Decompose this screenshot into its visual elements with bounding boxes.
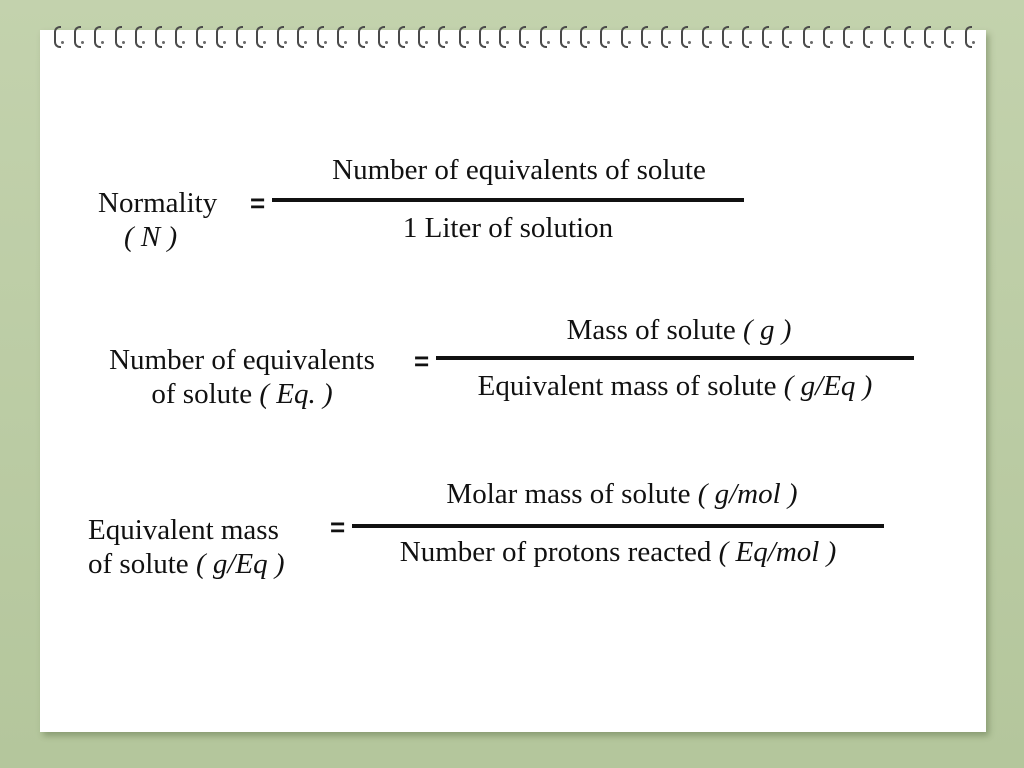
equivalent-mass-denominator-unit: ( Eq/mol ) [718,536,837,568]
normality-label: Normality [98,187,218,219]
spiral-ring [580,26,587,48]
spiral-ring [277,26,284,48]
spiral-ring [540,26,547,48]
spiral-ring [803,26,810,48]
spiral-ring [499,26,506,48]
spiral-ring [641,26,648,48]
spiral-ring [863,26,870,48]
spiral-ring [418,26,425,48]
spiral-ring [843,26,850,48]
equivalents-numerator: Mass of solute ( g ) [566,314,792,346]
equivalent-mass-numerator: Molar mass of solute ( g/mol ) [446,478,798,510]
spiral-ring [54,26,61,48]
spiral-ring [196,26,203,48]
equivalents-unit: ( Eq. ) [259,378,333,410]
spiral-binding-icon [40,22,986,52]
spiral-ring [216,26,223,48]
equivalents-lhs [92,343,392,411]
spiral-ring [378,26,385,48]
equivalent-mass-fraction-bar [352,524,884,528]
normality-denominator: 1 Liter of solution [402,212,614,244]
spiral-ring [519,26,526,48]
normality-numerator: Number of equivalents of solute [332,154,706,186]
spiral-ring [560,26,567,48]
equivalents-label: Number of equivalents [109,344,375,376]
equivalents-equals-sign: = [414,346,430,376]
spiral-ring [297,26,304,48]
spiral-ring [317,26,324,48]
spiral-ring [74,26,81,48]
spiral-ring [884,26,891,48]
spiral-ring [681,26,688,48]
normality-lhs [98,186,228,254]
spiral-ring [965,26,972,48]
spiral-ring [742,26,749,48]
spiral-ring [115,26,122,48]
equivalents-denominator: Equivalent mass of solute ( g/Eq ) [477,370,873,402]
normality-fraction-bar [272,198,744,202]
spiral-ring [236,26,243,48]
equivalent-mass-unit: ( g/Eq ) [195,548,285,580]
spiral-ring [398,26,405,48]
spiral-ring [762,26,769,48]
spiral-ring [924,26,931,48]
spiral-ring [256,26,263,48]
equivalent-mass-label-line2: of solute ( g/Eq ) [88,548,285,580]
spiral-ring [155,26,162,48]
spiral-ring [337,26,344,48]
spiral-ring [722,26,729,48]
spiral-ring [823,26,830,48]
spiral-ring [600,26,607,48]
spiral-ring [944,26,951,48]
spiral-ring [175,26,182,48]
spiral-ring [438,26,445,48]
spiral-ring [904,26,911,48]
spiral-ring [94,26,101,48]
spiral-ring [135,26,142,48]
spiral-ring [782,26,789,48]
equivalents-label-line2: of solute ( Eq. ) [151,378,333,410]
spiral-ring [661,26,668,48]
spiral-ring [479,26,486,48]
equivalent-mass-numerator-unit: ( g/mol ) [697,478,798,510]
equivalent-mass-label: Equivalent mass [88,514,279,546]
spiral-ring [702,26,709,48]
equivalent-mass-denominator: Number of protons reacted ( Eq/mol ) [399,536,837,568]
normality-equals-sign: = [250,188,266,218]
spiral-ring [358,26,365,48]
spiral-ring [621,26,628,48]
equivalent-mass-lhs [88,513,318,581]
spiral-ring [459,26,466,48]
equivalents-fraction-bar [436,356,914,360]
normality-symbol: ( N ) [124,221,178,253]
equivalents-numerator-unit: ( g ) [743,314,792,346]
equivalent-mass-equals-sign: = [330,512,346,542]
equivalents-denominator-unit: ( g/Eq ) [783,370,873,402]
